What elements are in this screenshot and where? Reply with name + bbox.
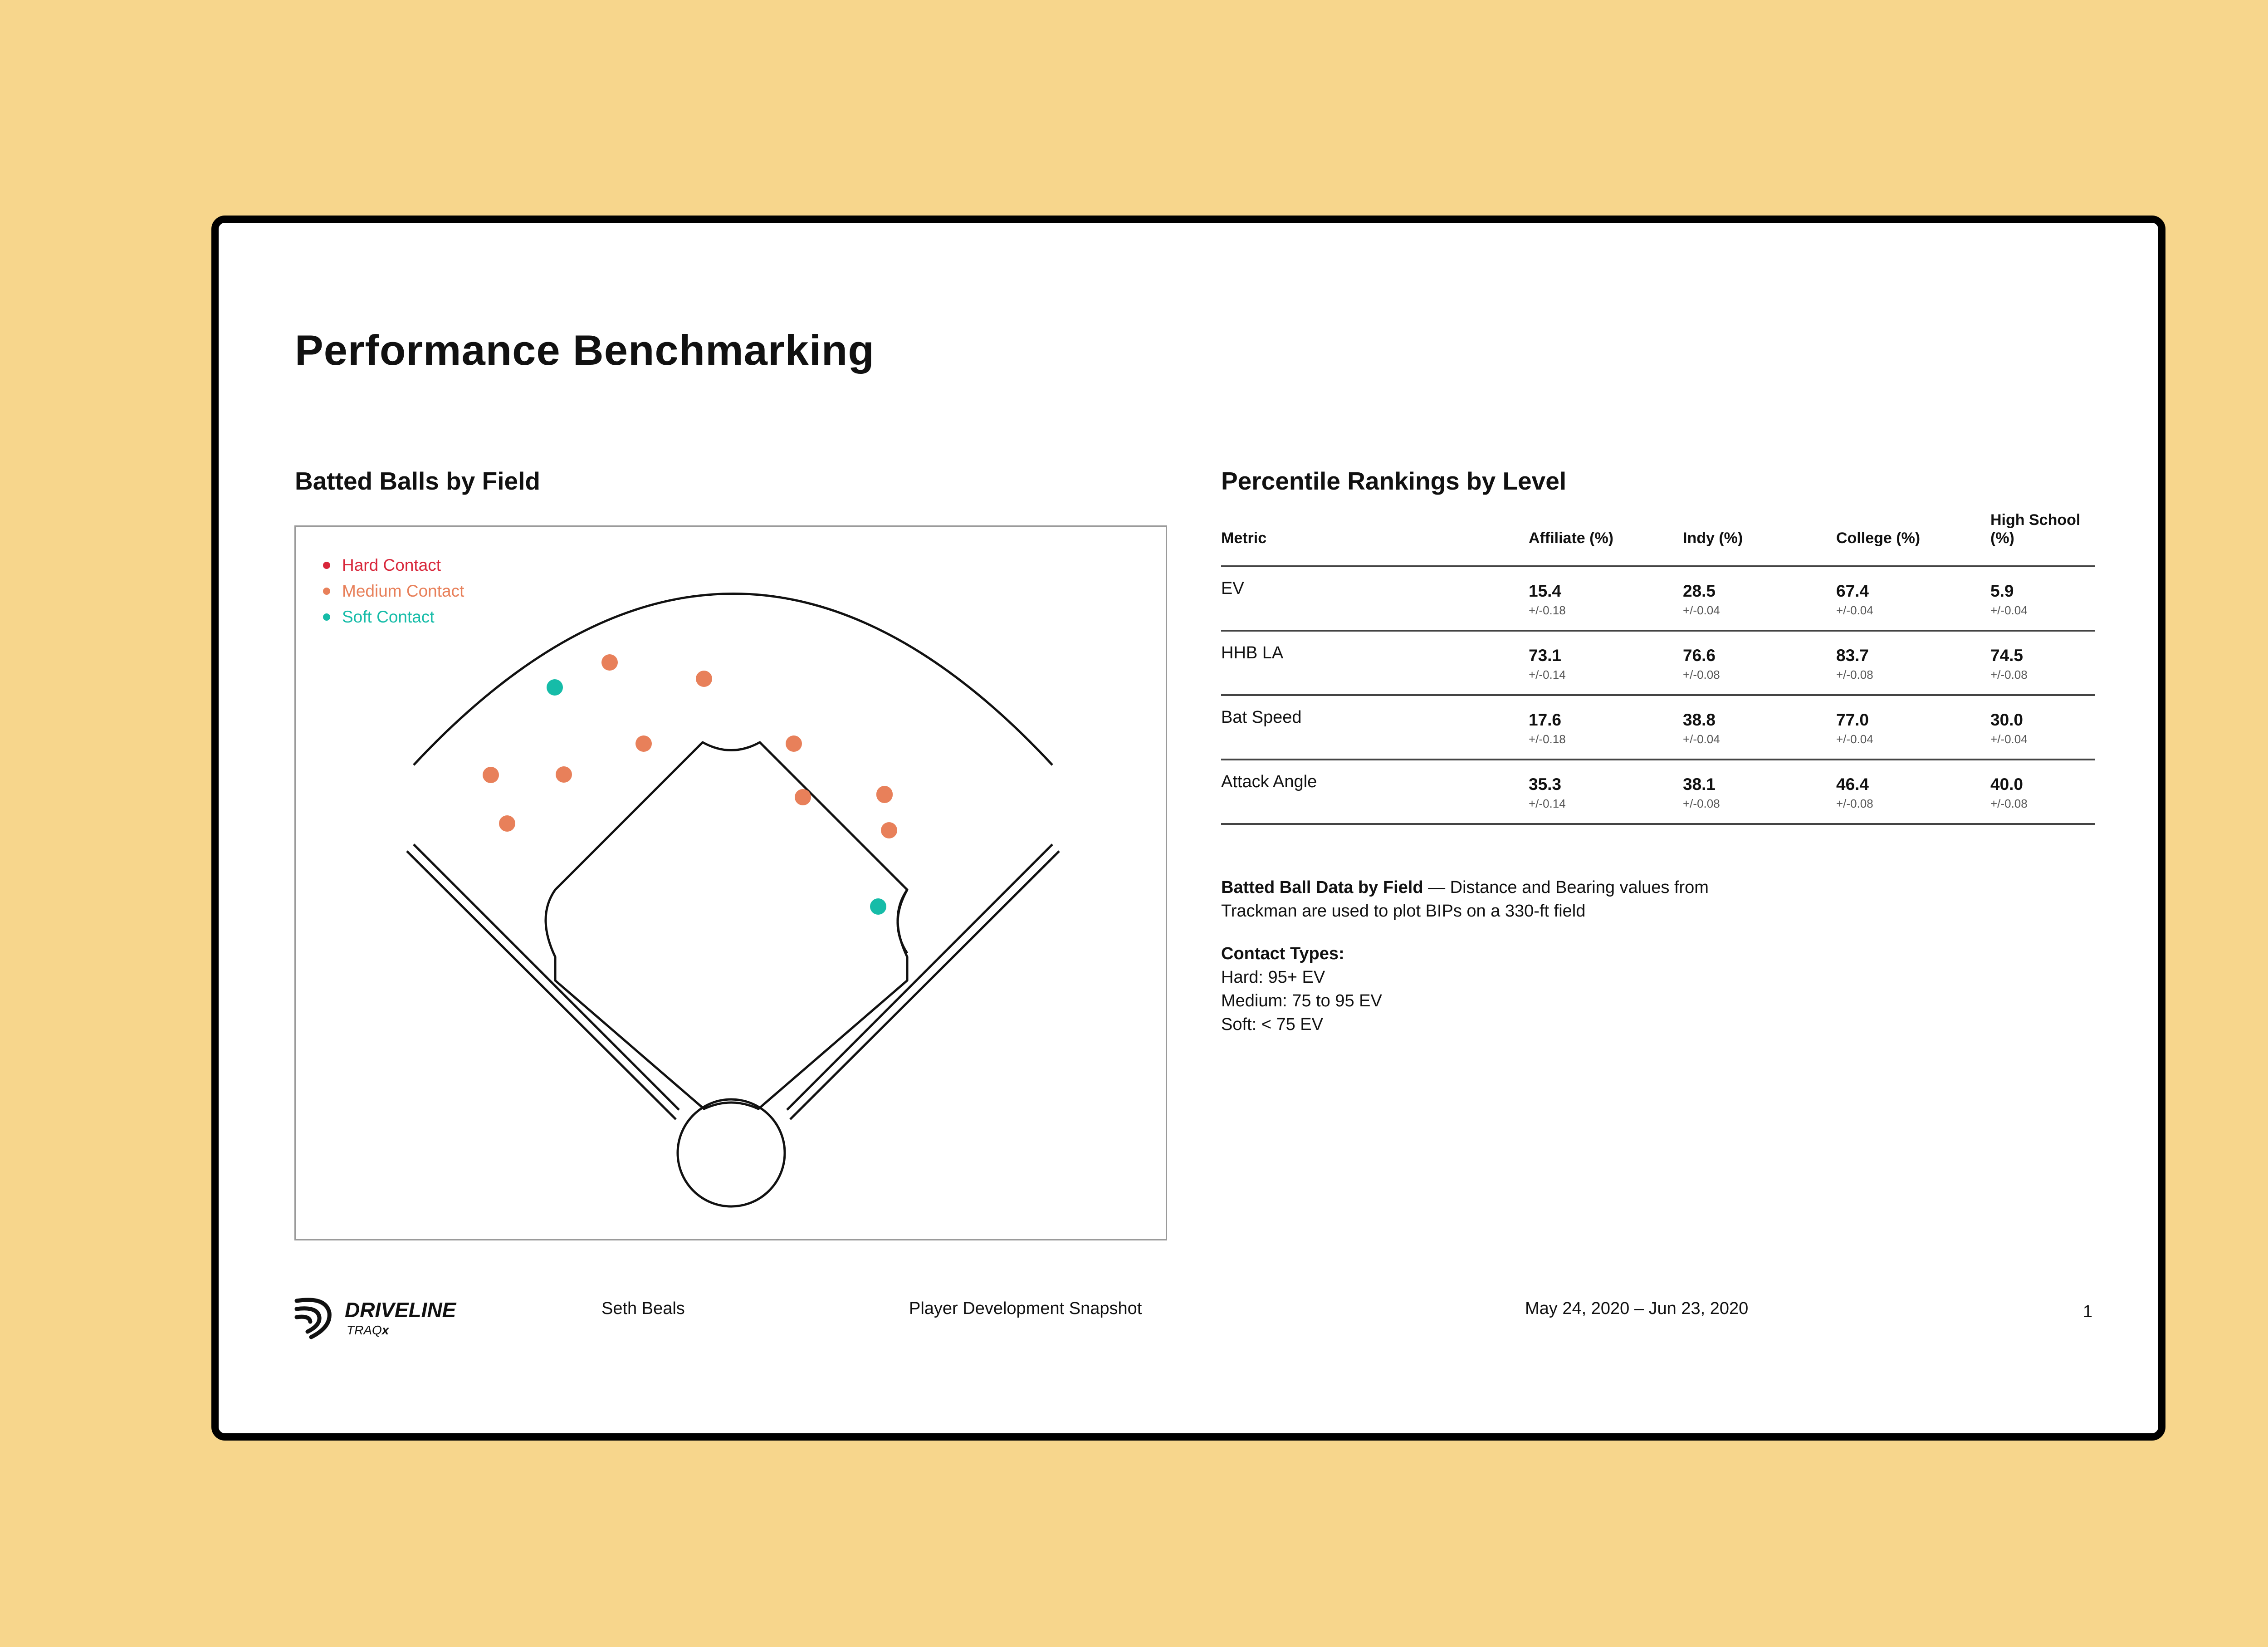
table-header — [1221, 504, 2095, 567]
footer-report-name: Player Development Snapshot — [909, 1299, 1142, 1318]
soft-contact-point — [547, 679, 563, 696]
outfield-fence — [414, 594, 1052, 765]
contact-type-soft: Soft: < 75 EV — [1221, 1015, 1323, 1034]
table-row — [1221, 696, 2095, 760]
right-foul-line-inner — [790, 851, 1059, 1119]
metric-name: Bat Speed — [1221, 708, 1302, 727]
logo-wordmark: DRIVELINE — [345, 1298, 456, 1322]
medium-contact-point — [635, 735, 652, 752]
medium-contact-point — [876, 786, 893, 802]
legend-item-medium — [323, 578, 464, 604]
cell-value: 38.1 — [1683, 775, 1716, 794]
table-row — [1221, 567, 2095, 632]
percentile-table — [1221, 504, 2095, 825]
cell-indy — [1683, 772, 1836, 823]
logo-subtitle: TRAQx — [347, 1323, 389, 1337]
legend-dot-soft — [323, 613, 330, 621]
cell-value: 76.6 — [1683, 646, 1716, 665]
cell-error: +/-0.08 — [1836, 797, 1873, 810]
cell-error: +/-0.08 — [1683, 797, 1720, 810]
medium-contact-point — [556, 766, 572, 783]
legend-item-soft — [323, 604, 464, 630]
footer-player-name: Seth Beals — [601, 1299, 685, 1318]
baseball-field-diagram — [296, 527, 1168, 1242]
header-affiliate: Affiliate (%) — [1529, 529, 1613, 547]
left-foul-line-inner — [407, 851, 676, 1119]
logo-swoosh-3 — [297, 1317, 310, 1322]
cell-college — [1836, 643, 1990, 694]
medium-contact-point — [696, 671, 712, 687]
cell-value: 38.8 — [1683, 711, 1716, 729]
batted-ball-note-body: — Distance and Bearing values from Trackman are used to plot BIPs on a 330-ft field — [1221, 878, 1709, 921]
driveline-logo — [294, 1295, 484, 1348]
cell-error: +/-0.04 — [1683, 603, 1720, 617]
cell-value: 77.0 — [1836, 711, 1869, 729]
metric-name: HHB LA — [1221, 643, 1284, 662]
header-high-school: High School (%) — [1990, 511, 2081, 547]
chart-legend — [323, 552, 464, 630]
cell-value: 5.9 — [1990, 582, 2014, 600]
cell-error: +/-0.04 — [1836, 732, 1873, 746]
cell-value: 17.6 — [1529, 711, 1562, 729]
cell-error: +/-0.18 — [1529, 732, 1566, 746]
cell-affiliate — [1529, 643, 1683, 694]
cell-high-school — [1990, 708, 2095, 759]
header-indy: Indy (%) — [1683, 529, 1743, 547]
methodology-notes — [1221, 876, 1765, 1036]
medium-contact-point — [881, 822, 897, 838]
cell-error: +/-0.04 — [1683, 732, 1720, 746]
infield-diamond — [546, 742, 907, 1109]
cell-value: 73.1 — [1529, 646, 1562, 665]
legend-label-hard: Hard Contact — [342, 556, 441, 574]
spray-chart — [294, 525, 1167, 1240]
contact-type-hard: Hard: 95+ EV — [1221, 968, 1325, 987]
metric-name: Attack Angle — [1221, 772, 1317, 791]
page-title: Performance Benchmarking — [295, 326, 875, 374]
rank-section-title: Percentile Rankings by Level — [1221, 467, 1567, 495]
table-row — [1221, 760, 2095, 825]
cell-value: 28.5 — [1683, 582, 1716, 600]
footer-date-range: May 24, 2020 – Jun 23, 2020 — [1525, 1299, 1749, 1318]
legend-label-soft: Soft Contact — [342, 608, 435, 626]
cell-high-school — [1990, 579, 2095, 630]
right-foul-line-outer — [787, 844, 1052, 1110]
contact-types-heading: Contact Types: — [1221, 944, 1344, 963]
contact-type-medium: Medium: 75 to 95 EV — [1221, 991, 1382, 1010]
cell-indy — [1683, 708, 1836, 759]
cell-affiliate — [1529, 772, 1683, 823]
cell-value: 46.4 — [1836, 775, 1869, 794]
cell-value: 35.3 — [1529, 775, 1562, 794]
medium-contact-point — [601, 654, 618, 671]
cell-error: +/-0.08 — [1683, 668, 1720, 681]
legend-dot-hard — [323, 562, 330, 569]
cell-error: +/-0.04 — [1836, 603, 1873, 617]
legend-item-hard — [323, 552, 464, 578]
cell-error: +/-0.04 — [1990, 732, 2028, 746]
home-plate-circle — [678, 1099, 785, 1206]
table-row — [1221, 632, 2095, 696]
cell-college — [1836, 772, 1990, 823]
cell-error: +/-0.14 — [1529, 668, 1566, 681]
cell-value: 40.0 — [1990, 775, 2024, 794]
header-college: College (%) — [1836, 529, 1921, 547]
legend-label-medium: Medium Contact — [342, 582, 464, 600]
cell-value: 83.7 — [1836, 646, 1869, 665]
cell-indy — [1683, 643, 1836, 694]
cell-value: 15.4 — [1529, 582, 1562, 600]
field-section-title: Batted Balls by Field — [295, 467, 540, 495]
cell-value: 30.0 — [1990, 711, 2024, 729]
cell-indy — [1683, 579, 1836, 630]
cell-college — [1836, 579, 1990, 630]
medium-contact-point — [499, 815, 515, 832]
batted-ball-note-heading: Batted Ball Data by Field — [1221, 878, 1423, 897]
cell-error: +/-0.14 — [1529, 797, 1566, 810]
left-foul-line-outer — [414, 844, 679, 1110]
header-metric: Metric — [1221, 529, 1267, 547]
driveline-logo-mark — [294, 1295, 484, 1345]
cell-error: +/-0.18 — [1529, 603, 1566, 617]
medium-contact-point — [483, 767, 499, 783]
metric-name: EV — [1221, 579, 1244, 598]
soft-contact-point — [870, 898, 886, 915]
cell-error: +/-0.08 — [1990, 668, 2028, 681]
infield-diamond-right — [898, 890, 907, 953]
medium-contact-point — [786, 735, 802, 752]
cell-affiliate — [1529, 579, 1683, 630]
cell-error: +/-0.08 — [1836, 668, 1873, 681]
legend-dot-medium — [323, 588, 330, 595]
cell-college — [1836, 708, 1990, 759]
cell-high-school — [1990, 772, 2095, 823]
cell-affiliate — [1529, 708, 1683, 759]
cell-error: +/-0.04 — [1990, 603, 2028, 617]
medium-contact-point — [795, 789, 811, 805]
cell-value: 74.5 — [1990, 646, 2024, 665]
cell-error: +/-0.08 — [1990, 797, 2028, 810]
cell-value: 67.4 — [1836, 582, 1869, 600]
cell-high-school — [1990, 643, 2095, 694]
footer-page-number: 1 — [2083, 1302, 2093, 1321]
batted-ball-note — [1221, 876, 1765, 923]
